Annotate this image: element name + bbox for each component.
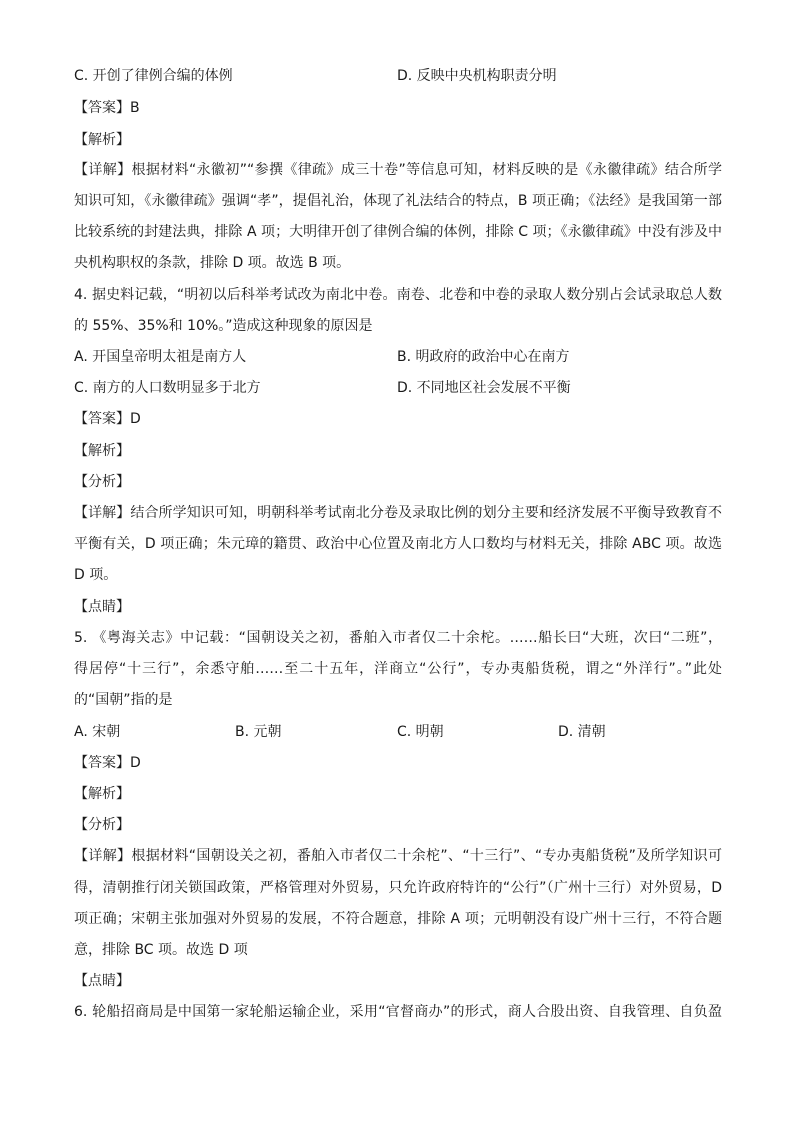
q4-option-a: A. 开国皇帝明太祖是南方人	[74, 349, 247, 365]
q5-stem-line-2: 得居停“十三行”，余悉守舶……至二十五年，洋商立“公行”，专办夷船货税，谓之“外洋行”。”此处	[74, 661, 722, 677]
q4-stem-line-1: 4. 据史料记载，“明初以后科举考试改为南北中卷。南卷、北卷和中卷的录取人数分别占会试录取总人数	[74, 287, 722, 303]
q5-stem-line-1: 5. 《粤海关志》中记载：“国朝设关之初，番舶入市者仅二十余柁。……船长曰“大班，次曰“二班”，	[74, 630, 722, 646]
q3-answer: 【答案】B	[74, 100, 140, 116]
q5-detail-line-2: 得，清朝推行闭关锁国政策，严格管理对外贸易，只允许政府特许的“公行”（广州十三行）对外贸易，D	[74, 880, 722, 896]
q5-stem-line-3: 的“国朝”指的是	[74, 692, 173, 708]
q3-option-d: D. 反映中央机构职责分明	[397, 68, 557, 84]
q5-detail-line-3: 项正确；宋朝主张加强对外贸易的发展，不符合题意，排除 A 项；元明朝没有设广州十三行，不符合题	[74, 911, 722, 927]
q3-detail-line-2: 知识可知，《永徽律疏》强调“孝”，提倡礼治，体现了礼法结合的特点，B 项正确；《法经》是我国第一部	[74, 193, 722, 209]
q5-analysis-label: 【解析】	[74, 786, 130, 802]
q5-option-d: D. 清朝	[558, 724, 606, 740]
q4-detail-line-1: 【详解】结合所学知识可知，明朝科举考试南北分卷及录取比例的划分主要和经济发展不平衡导致教育不	[74, 505, 722, 521]
q5-option-b: B. 元朝	[235, 724, 282, 740]
q4-detail-line-3: D 项。	[74, 567, 118, 583]
q5-option-a: A. 宋朝	[74, 724, 121, 740]
q5-detail-line-4: 意，排除 BC 项。故选 D 项	[74, 942, 248, 958]
q5-dianjing-label: 【点睛】	[74, 973, 130, 989]
q3-analysis-label: 【解析】	[74, 132, 130, 148]
q4-option-c: C. 南方的人口数明显多于北方	[74, 380, 261, 396]
q4-fenxi-label: 【分析】	[74, 474, 130, 490]
q4-stem-line-2: 的 55%、35%和 10%。”造成这种现象的原因是	[74, 318, 373, 334]
q4-option-b: B. 明政府的政治中心在南方	[397, 349, 570, 365]
q4-answer: 【答案】D	[74, 411, 141, 427]
q3-option-c: C. 开创了律例合编的体例	[74, 68, 233, 84]
q5-fenxi-label: 【分析】	[74, 817, 130, 833]
q3-detail-line-4: 央机构职权的条款，排除 D 项。故选 B 项。	[74, 255, 351, 271]
q5-answer: 【答案】D	[74, 755, 141, 771]
q6-stem-line-1: 6. 轮船招商局是中国第一家轮船运输企业，采用“官督商办”的形式，商人合股出资、自我管理、自负盈	[74, 1004, 722, 1020]
q3-detail-line-3: 比较系统的封建法典，排除 A 项；大明律开创了律例合编的体例，排除 C 项；《永徽律疏》中没有涉及中	[74, 224, 722, 240]
q5-detail-line-1: 【详解】根据材料“国朝设关之初，番舶入市者仅二十余柁”、“十三行”、“专办夷船货税”及所学知识可	[74, 848, 722, 864]
q3-detail-line-1: 【详解】根据材料“永徽初”“参撰《律疏》成三十卷”等信息可知，材料反映的是《永徽律疏》结合所学	[74, 162, 722, 178]
q4-detail-line-2: 平衡有关，D 项正确；朱元璋的籍贯、政治中心位置及南北方人口数均与材料无关，排除 ABC 项。故选	[74, 536, 722, 552]
q4-analysis-label: 【解析】	[74, 443, 130, 459]
q5-option-c: C. 明朝	[397, 724, 444, 740]
q4-option-d: D. 不同地区社会发展不平衡	[397, 380, 571, 396]
q4-dianjing-label: 【点睛】	[74, 599, 130, 615]
